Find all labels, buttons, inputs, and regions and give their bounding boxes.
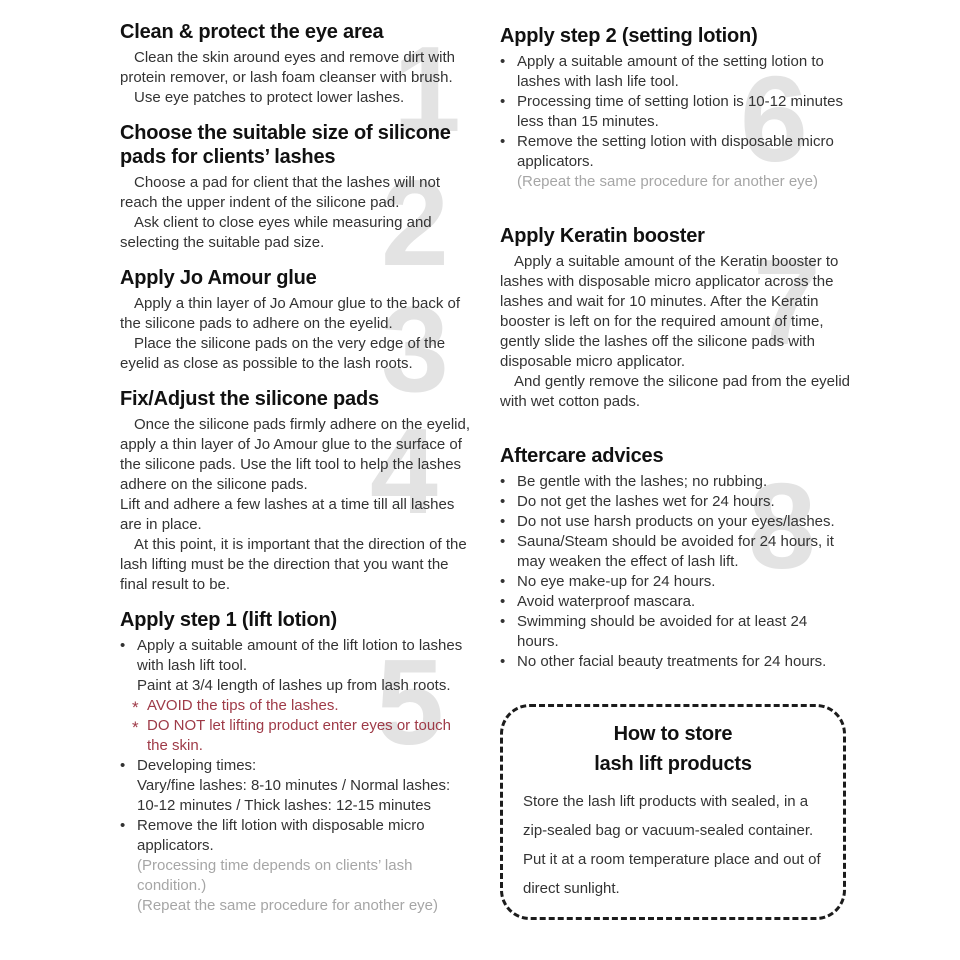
left-column <box>120 20 472 929</box>
bullet-text: Remove the setting lotion with disposable micro applicators. <box>517 133 834 170</box>
paragraph: Ask client to close eyes while measuring and selecting the suitable pad size. <box>120 214 432 251</box>
section-title: Apply step 1 (lift lotion) <box>120 609 338 631</box>
item-text: Vary/fine lashes: 8-10 minutes / Normal lashes: 10-12 minutes / Thick lashes: 12-15 minutes <box>137 777 451 814</box>
bullet-item <box>500 592 852 612</box>
section-apply-glue <box>120 266 472 374</box>
section-title: Fix/Adjust the silicone pads <box>120 388 379 410</box>
paragraph: Choose a pad for client that the lashes will not reach the upper indent of the silicone pad. <box>120 174 441 211</box>
note-text: (Processing time depends on clients’ lash condition.) <box>137 857 413 894</box>
warning-text: DO NOT let lifting product enter eyes or touch the skin. <box>147 717 452 754</box>
right-column <box>500 24 852 920</box>
section-apply-step-1 <box>120 608 472 916</box>
paragraph: Use eye patches to protect lower lashes. <box>134 89 405 106</box>
section-title: Choose the suitable size of silicone pads for clients’ lashes <box>120 122 451 168</box>
paragraph: Lift and adhere a few lashes at a time till all lashes are in place. <box>120 496 455 533</box>
bullet-icon: • <box>500 53 506 70</box>
warning-text: AVOID the tips of the lashes. <box>147 697 339 714</box>
paragraph: Apply a suitable amount of the Keratin booster to lashes with disposable micro applicator across the lashes and wait for 10 minutes. After the Keratin booster is left on for the required amount of time, gently slide the lashes off the silicone pads with disposable micro applicator. <box>500 253 839 370</box>
bullet-icon: • <box>500 573 506 590</box>
paragraph: At this point, it is important that the direction of the lash lifting must be the direction that you want the final result to be. <box>120 536 467 593</box>
section-choose-pads <box>120 121 472 253</box>
bullet-icon: • <box>500 133 506 150</box>
bullet-icon: • <box>500 653 506 670</box>
storage-box-title-line2: lash lift products <box>594 753 752 775</box>
bullet-text: Swimming should be avoided for at least 24 hours. <box>517 613 808 650</box>
bullet-item <box>500 132 852 172</box>
bullet-item <box>120 636 472 676</box>
bullet-icon: • <box>500 93 506 110</box>
step-6-watermark: 6 <box>740 51 808 187</box>
bullet-icon: • <box>500 533 506 550</box>
step-5-watermark: 5 <box>376 634 444 770</box>
bullet-item <box>120 756 472 776</box>
bullet-text: Processing time of setting lotion is 10-12 minutes less than 15 minutes. <box>517 93 843 130</box>
storage-box <box>500 704 846 920</box>
step-2-watermark: 2 <box>381 155 449 291</box>
bullet-item <box>500 652 852 672</box>
bullet-text: Developing times: <box>137 757 257 774</box>
paragraph: Clean the skin around eyes and remove dirt with protein remover, or lash foam cleanser with brush. <box>120 49 456 86</box>
bullet-text: Apply a suitable amount of the setting lotion to lashes with lash life tool. <box>517 53 824 90</box>
paragraph: Once the silicone pads firmly adhere on the eyelid, apply a thin layer of Jo Amour glue to the surface of the silicone pads. Use the lift tool to help the lashes adhere on the silicone pads. <box>120 416 471 493</box>
section-title: Clean & protect the eye area <box>120 21 384 43</box>
bullet-item <box>120 816 472 856</box>
bullet-text: Be gentle with the lashes; no rubbing. <box>517 473 768 490</box>
bullet-item <box>500 572 852 592</box>
paragraph: And gently remove the silicone pad from the eyelid with wet cotton pads. <box>500 373 851 410</box>
paragraph: Place the silicone pads on the very edge of the eyelid as close as possible to the lash roots. <box>120 335 446 372</box>
section-title: Aftercare advices <box>500 445 664 467</box>
bullet-icon: • <box>120 817 126 834</box>
section-fix-adjust-pads <box>120 387 472 595</box>
paragraph: Apply a thin layer of Jo Amour glue to the back of the silicone pads to adhere on the eyelid. <box>120 295 461 332</box>
bullet-item <box>500 92 852 132</box>
bullet-icon: • <box>500 493 506 510</box>
step-8-watermark: 8 <box>748 458 816 594</box>
bullet-text: Apply a suitable amount of the lift lotion to lashes with lash lift tool. <box>137 637 463 674</box>
muted-note <box>500 172 852 192</box>
warning-item <box>120 696 472 716</box>
bullet-text: Do not use harsh products on your eyes/lashes. <box>517 513 835 530</box>
list-item <box>120 776 472 816</box>
asterisk-icon: * <box>132 698 139 717</box>
bullet-icon: • <box>120 637 126 654</box>
bullet-icon: • <box>120 757 126 774</box>
step-1-watermark: 1 <box>393 21 461 157</box>
section-title: Apply Jo Amour glue <box>120 267 317 289</box>
bullet-item <box>500 492 852 512</box>
section-title: Apply Keratin booster <box>500 225 705 247</box>
bullet-icon: • <box>500 473 506 490</box>
bullet-item <box>500 512 852 532</box>
list-item <box>120 676 472 696</box>
section-apply-step-2 <box>500 24 852 192</box>
note-text: (Repeat the same procedure for another eye) <box>517 173 819 190</box>
bullet-text: Do not get the lashes wet for 24 hours. <box>517 493 775 510</box>
storage-box-body: Store the lash lift products with sealed, in a zip-sealed bag or vacuum-sealed container. Put it at a room temperature place and out of direct sunlight. <box>523 793 821 897</box>
storage-box-title-line1: How to store <box>613 723 733 745</box>
bullet-item <box>500 472 852 492</box>
step-3-watermark: 3 <box>381 281 449 417</box>
section-aftercare <box>500 444 852 672</box>
bullet-text: No other facial beauty treatments for 24 hours. <box>517 653 827 670</box>
bullet-text: No eye make-up for 24 hours. <box>517 573 716 590</box>
bullet-item <box>500 532 852 572</box>
step-4-watermark: 4 <box>370 403 438 539</box>
step-7-watermark: 7 <box>753 234 821 370</box>
note-text: (Repeat the same procedure for another eye) <box>137 897 439 914</box>
asterisk-icon: * <box>132 718 139 737</box>
warning-item <box>120 716 472 756</box>
storage-box-title <box>523 719 823 779</box>
muted-note <box>120 896 472 916</box>
bullet-text: Sauna/Steam should be avoided for 24 hours, it may weaken the effect of lash lift. <box>517 533 834 570</box>
muted-note <box>120 856 472 896</box>
bullet-icon: • <box>500 513 506 530</box>
bullet-item <box>500 612 852 652</box>
section-clean-protect <box>120 20 472 108</box>
bullet-icon: • <box>500 613 506 630</box>
bullet-text: Avoid waterproof mascara. <box>517 593 696 610</box>
bullet-icon: • <box>500 593 506 610</box>
bullet-text: Remove the lift lotion with disposable micro applicators. <box>137 817 425 854</box>
section-keratin-booster <box>500 224 852 412</box>
item-text: Paint at 3/4 length of lashes up from lash roots. <box>137 677 451 694</box>
section-title: Apply step 2 (setting lotion) <box>500 25 758 47</box>
bullet-item <box>500 52 852 92</box>
